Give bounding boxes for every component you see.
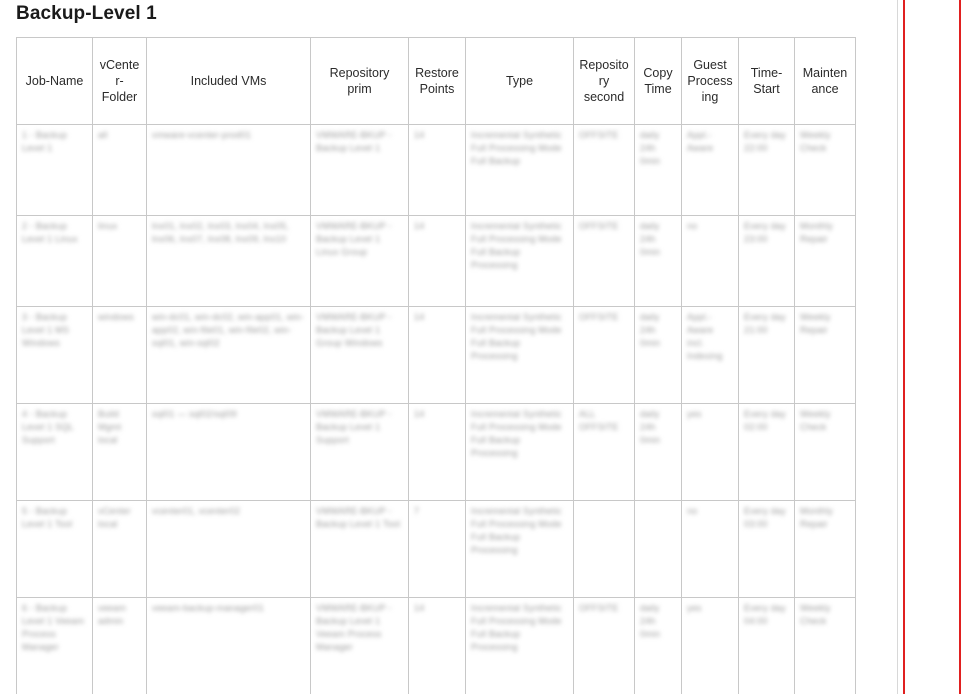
- cell-maintenance: Weekly Check: [795, 598, 856, 694]
- cell-maintenance: Weekly Check: [795, 404, 856, 501]
- cell-type: Incremental Synthetic Full Processing Mode Full Backup Processing: [466, 598, 574, 694]
- column-header-repository-second: Repository second: [574, 38, 635, 125]
- cell-maintenance: Weekly Check: [795, 125, 856, 216]
- cell-guest-processing: no: [682, 216, 739, 307]
- cell-type: Incremental Synthetic Full Processing Mode Full Backup Processing: [466, 501, 574, 598]
- cell-repository-prim: VMWARE-BKUP - Backup Level 1 Tool: [311, 501, 409, 598]
- cell-repository-prim: VMWARE-BKUP - Backup Level 1 Support: [311, 404, 409, 501]
- cell-time-start: Every day 04:00: [739, 598, 795, 694]
- cell-repository-prim: VMWARE-BKUP - Backup Level 1 Veeam Process Manager: [311, 598, 409, 694]
- column-header-vcenter-folder: vCenter-Folder: [93, 38, 147, 125]
- cell-copy-time: daily 24h 0min: [635, 404, 682, 501]
- cell-repository-prim: VMWARE-BKUP - Backup Level 1 Linux Group: [311, 216, 409, 307]
- column-header-maintenance: Maintenance: [795, 38, 856, 125]
- cell-time-start: Every day 22:00: [739, 125, 795, 216]
- page-title: Backup-Level 1: [16, 3, 157, 24]
- cell-copy-time: daily 24h 0min: [635, 307, 682, 404]
- cell-restore-points: 7: [409, 501, 466, 598]
- cell-vcenter-folder: vCenter local: [93, 501, 147, 598]
- cell-guest-processing: yes: [682, 404, 739, 501]
- cell-repository-second: OFFSITE: [574, 598, 635, 694]
- cell-restore-points: 14: [409, 307, 466, 404]
- cell-time-start: Every day 03:00: [739, 501, 795, 598]
- cell-job-name: 4 - Backup Level 1 SQL Support: [17, 404, 93, 501]
- cell-restore-points: 14: [409, 598, 466, 694]
- table-row: [17, 216, 856, 307]
- column-header-included-vms: Included VMs: [147, 38, 311, 125]
- cell-maintenance: Monthly Repair: [795, 501, 856, 598]
- cell-type: Incremental Synthetic Full Processing Mode Full Backup: [466, 125, 574, 216]
- cell-time-start: Every day 21:00: [739, 307, 795, 404]
- cell-guest-processing: no: [682, 501, 739, 598]
- cell-repository-second: OFFSITE: [574, 216, 635, 307]
- column-header-job-name: Job-Name: [17, 38, 93, 125]
- cell-guest-processing: Appl.-Aware: [682, 125, 739, 216]
- cell-included-vms: vcenter01, vcenter02: [147, 501, 311, 598]
- cell-restore-points: 14: [409, 404, 466, 501]
- cell-copy-time: daily 24h 0min: [635, 598, 682, 694]
- table-header-row: [17, 38, 856, 125]
- column-header-repository-prim: Repository prim: [311, 38, 409, 125]
- page-margin-marker-left: [903, 0, 905, 694]
- cell-time-start: Every day 23:00: [739, 216, 795, 307]
- cell-type: Incremental Synthetic Full Processing Mode Full Backup Processing: [466, 307, 574, 404]
- cell-maintenance: Weekly Repair: [795, 307, 856, 404]
- column-header-guest-processing: Guest Processing: [682, 38, 739, 125]
- page-edge-line: [897, 0, 898, 694]
- cell-job-name: 6 - Backup Level 1 Veeam Process Manager: [17, 598, 93, 694]
- table-row: [17, 307, 856, 404]
- cell-included-vms: win-dc01, win-dc02, win-app01, win-app02, win-file01, win-file02, win-sql01, win-sql02: [147, 307, 311, 404]
- cell-job-name: 3 - Backup Level 1 MS Windows: [17, 307, 93, 404]
- cell-repository-prim: VMWARE-BKUP - Backup Level 1 Group Windows: [311, 307, 409, 404]
- column-header-restore-points: Restore Points: [409, 38, 466, 125]
- cell-vcenter-folder: veeam admin: [93, 598, 147, 694]
- table-row: [17, 598, 856, 694]
- table-body: [17, 125, 856, 694]
- cell-guest-processing: Appl.-Aware incl. Indexing: [682, 307, 739, 404]
- column-header-type: Type: [466, 38, 574, 125]
- cell-job-name: 5 - Backup Level 1 Tool: [17, 501, 93, 598]
- table-row: [17, 404, 856, 501]
- cell-vcenter-folder: linux: [93, 216, 147, 307]
- cell-job-name: 1 - Backup Level 1: [17, 125, 93, 216]
- cell-repository-second: ALL OFFSITE: [574, 404, 635, 501]
- cell-included-vms: veeam-backup-manager01: [147, 598, 311, 694]
- cell-type: Incremental Synthetic Full Processing Mode Full Backup Processing: [466, 216, 574, 307]
- cell-repository-prim: VMWARE-BKUP - Backup Level 1: [311, 125, 409, 216]
- cell-maintenance: Monthly Repair: [795, 216, 856, 307]
- cell-job-name: 2 - Backup Level 1 Linux: [17, 216, 93, 307]
- table-row: [17, 501, 856, 598]
- cell-vcenter-folder: Build Mgmt local: [93, 404, 147, 501]
- cell-included-vms: lnx01, lnx02, lnx03, lnx04, lnx05, lnx06, lnx07, lnx08, lnx09, lnx10: [147, 216, 311, 307]
- cell-copy-time: daily 24h 0min: [635, 216, 682, 307]
- cell-restore-points: 14: [409, 125, 466, 216]
- cell-vcenter-folder: all: [93, 125, 147, 216]
- cell-guest-processing: yes: [682, 598, 739, 694]
- cell-copy-time: [635, 501, 682, 598]
- cell-copy-time: daily 24h 0min: [635, 125, 682, 216]
- cell-restore-points: 14: [409, 216, 466, 307]
- cell-repository-second: OFFSITE: [574, 125, 635, 216]
- column-header-copy-time: Copy Time: [635, 38, 682, 125]
- backup-table: [16, 37, 856, 694]
- column-header-time-start: Time-Start: [739, 38, 795, 125]
- cell-type: Incremental Synthetic Full Processing Mode Full Backup Processing: [466, 404, 574, 501]
- cell-time-start: Every day 02:00: [739, 404, 795, 501]
- cell-included-vms: sql01 — sql02/sql09: [147, 404, 311, 501]
- cell-vcenter-folder: windows: [93, 307, 147, 404]
- cell-repository-second: [574, 501, 635, 598]
- backup-table-container: [16, 37, 855, 694]
- table-row: [17, 125, 856, 216]
- cell-included-vms: vmware-vcenter-prod01: [147, 125, 311, 216]
- right-margin-panel: [905, 0, 961, 694]
- cell-repository-second: OFFSITE: [574, 307, 635, 404]
